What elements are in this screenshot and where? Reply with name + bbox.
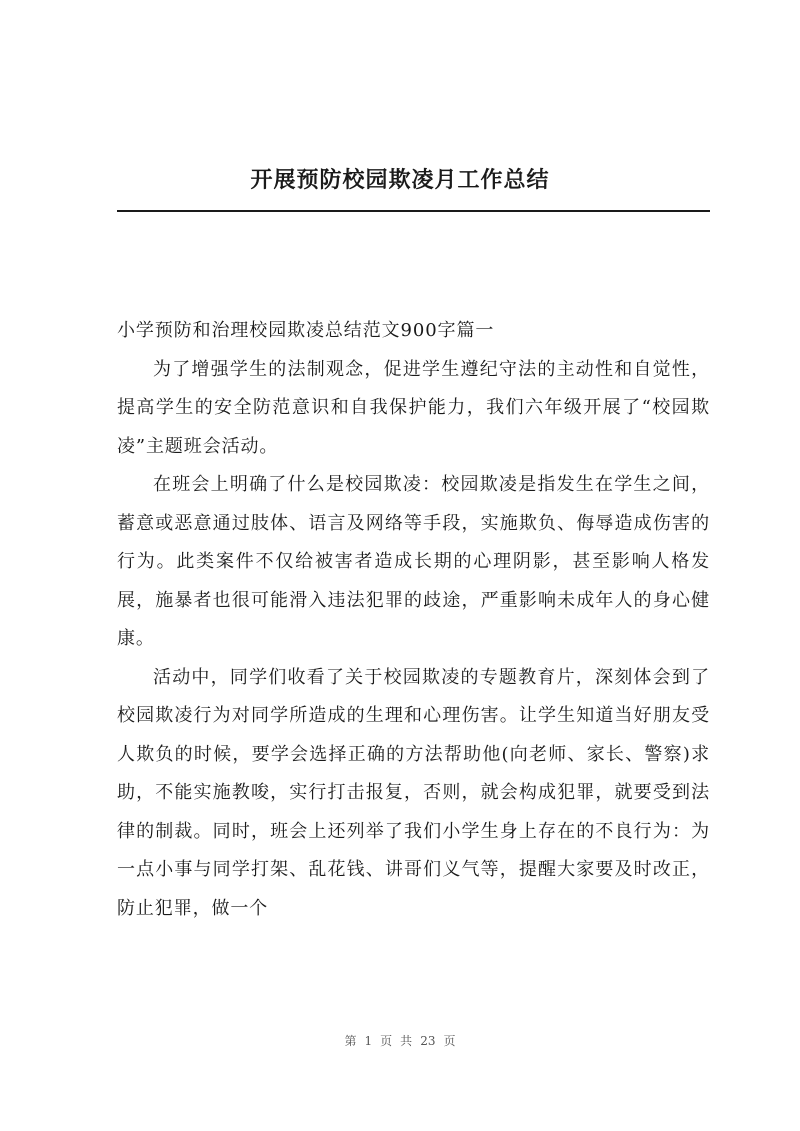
section-heading: 小学预防和治理校园欺凌总结范文900字篇一 — [117, 320, 495, 341]
page-footer — [0, 1032, 800, 1049]
footer-page-label: 第 — [344, 1034, 357, 1048]
paragraph-3: 活动中，同学们收看了关于校园欺凌的专题教育片，深刻体会到了校园欺凌行为对同学所造成的生理和心理伤害。让学生知道当好朋友受人欺负的时候，要学会选择正确的方法帮助他(向老师、家长、警察)求助，不能实施教唆，实行打击报复，否则，就会构成犯罪，就要受到法律的制裁。同时，班会上还列举了我们小学生身上存在的不良行为：为一点小事与同学打架、乱花钱、讲哥们义气等，提醒大家要及时改正，防止犯罪，做一个 — [117, 666, 710, 919]
footer-current-page: 1 — [364, 1034, 373, 1048]
document-body — [117, 312, 710, 928]
paragraph-2: 在班会上明确了什么是校园欺凌：校园欺凌是指发生在学生之间，蓄意或恶意通过肢体、语言及网络等手段，实施欺负、侮辱造成伤害的行为。此类案件不仅给被害者造成长期的心理阴影，甚至影响人格发展，施暴者也很可能滑入违法犯罪的歧途，严重影响未成年人的身心健康。 — [117, 474, 710, 649]
footer-page-suffix: 页 — [380, 1034, 393, 1048]
footer-total-pages: 23 — [420, 1034, 436, 1048]
paragraph-1: 为了增强学生的法制观念，促进学生遵纪守法的主动性和自觉性，提高学生的安全防范意识和自我保护能力，我们六年级开展了“校园欺凌”主题班会活动。 — [117, 358, 710, 457]
page-title: 开展预防校园欺凌月工作总结 — [250, 167, 550, 193]
title-divider — [117, 210, 710, 212]
footer-total-suffix: 页 — [443, 1034, 456, 1048]
footer-total-label: 共 — [400, 1034, 413, 1048]
